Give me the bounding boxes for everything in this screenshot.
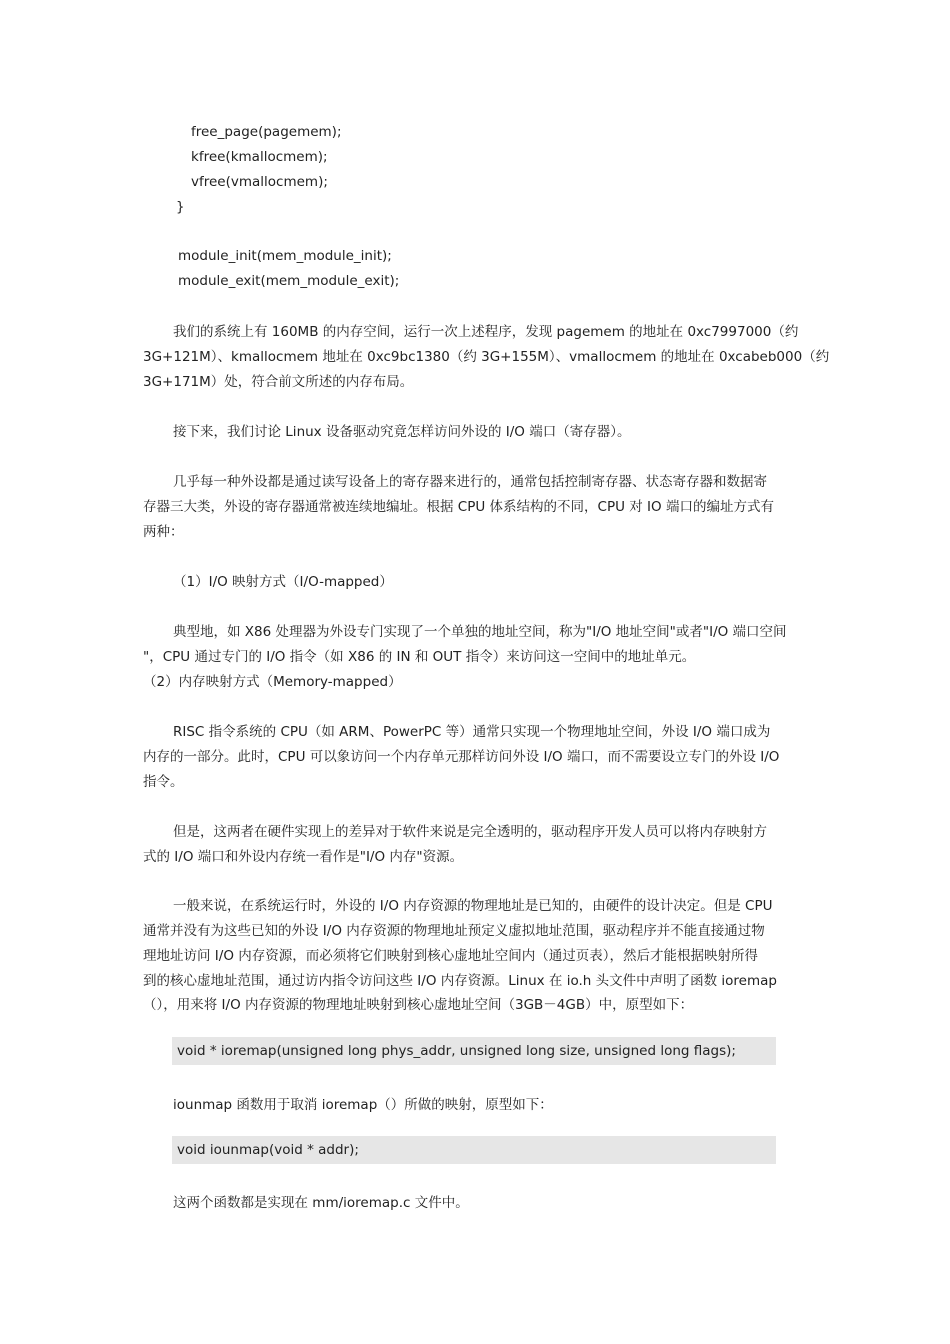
code-line: module_exit(mem_module_exit); bbox=[178, 273, 400, 289]
paragraph-line: 我们的系统上有 160MB 的内存空间，运行一次上述程序，发现 pagemem 的地址在 0xc7997000（约 bbox=[173, 324, 799, 340]
paragraph-line: iounmap 函数用于取消 ioremap（）所做的映射，原型如下： bbox=[173, 1097, 553, 1113]
paragraph-line: "，CPU 通过专门的 I/O 指令（如 X86 的 IN 和 OUT 指令）来访问这一空间中的地址单元。 bbox=[143, 649, 696, 665]
code-block-ioremap: void * ioremap(unsigned long phys_addr, unsigned long size, unsigned long flags); bbox=[172, 1037, 776, 1065]
paragraph-line: 这两个函数都是实现在 mm/ioremap.c 文件中。 bbox=[173, 1195, 469, 1211]
code-line: } bbox=[176, 199, 185, 215]
code-line: free_page(pagemem); bbox=[191, 124, 342, 140]
code-line: module_init(mem_module_init); bbox=[178, 248, 392, 264]
paragraph-line: 典型地，如 X86 处理器为外设专门实现了一个单独的地址空间，称为"I/O 地址空间"或者"I/O 端口空间 bbox=[173, 624, 787, 640]
paragraph-line: 一般来说，在系统运行时，外设的 I/O 内存资源的物理地址是已知的，由硬件的设计决定。但是 CPU bbox=[173, 898, 773, 914]
section-heading: （1）I/O 映射方式（I/O-mapped） bbox=[173, 574, 393, 590]
paragraph-line: 存器三大类，外设的寄存器通常被连续地编址。根据 CPU 体系结构的不同，CPU 对 IO 端口的编址方式有 bbox=[143, 499, 774, 515]
code-line: vfree(vmallocmem); bbox=[191, 174, 328, 190]
paragraph-line: 3G+121M）、kmallocmem 地址在 0xc9bc1380（约 3G+155M）、vmallocmem 的地址在 0xcabeb000（约 bbox=[143, 349, 830, 365]
paragraph-line: 式的 I/O 端口和外设内存统一看作是"I/O 内存"资源。 bbox=[143, 849, 464, 865]
paragraph-line: 内存的一部分。此时，CPU 可以象访问一个内存单元那样访问外设 I/O 端口，而不需要设立专门的外设 I/O bbox=[143, 749, 780, 765]
code-line: kfree(kmallocmem); bbox=[191, 149, 328, 165]
paragraph-line: 指令。 bbox=[143, 774, 184, 790]
paragraph-line: 到的核心虚地址范围，通过访内指令访问这些 I/O 内存资源。Linux 在 io.h 头文件中声明了函数 ioremap bbox=[143, 973, 777, 989]
paragraph-line: RISC 指令系统的 CPU（如 ARM、PowerPC 等）通常只实现一个物理地址空间，外设 I/O 端口成为 bbox=[173, 724, 771, 740]
paragraph-line: 几乎每一种外设都是通过读写设备上的寄存器来进行的，通常包括控制寄存器、状态寄存器和数据寄 bbox=[173, 474, 767, 490]
paragraph-line: 但是，这两者在硬件实现上的差异对于软件来说是完全透明的，驱动程序开发人员可以将内存映射方 bbox=[173, 824, 767, 840]
section-heading: （2）内存映射方式（Memory-mapped） bbox=[143, 674, 402, 690]
paragraph-line: 理地址访问 I/O 内存资源，而必须将它们映射到核心虚地址空间内（通过页表），然后才能根据映射所得 bbox=[143, 948, 758, 964]
paragraph-line: 两种： bbox=[143, 524, 184, 540]
paragraph-line: 3G+171M）处，符合前文所述的内存布局。 bbox=[143, 374, 414, 390]
paragraph-line: 接下来，我们讨论 Linux 设备驱动究竟怎样访问外设的 I/O 端口（寄存器）。 bbox=[173, 424, 631, 440]
paragraph-line: 通常并没有为这些已知的外设 I/O 内存资源的物理地址预定义虚拟地址范围，驱动程序并不能直接通过物 bbox=[143, 923, 765, 939]
code-block-iounmap: void iounmap(void * addr); bbox=[172, 1136, 776, 1164]
paragraph-line: （），用来将 I/O 内存资源的物理地址映射到核心虚地址空间（3GB－4GB）中，原型如下： bbox=[143, 997, 694, 1013]
